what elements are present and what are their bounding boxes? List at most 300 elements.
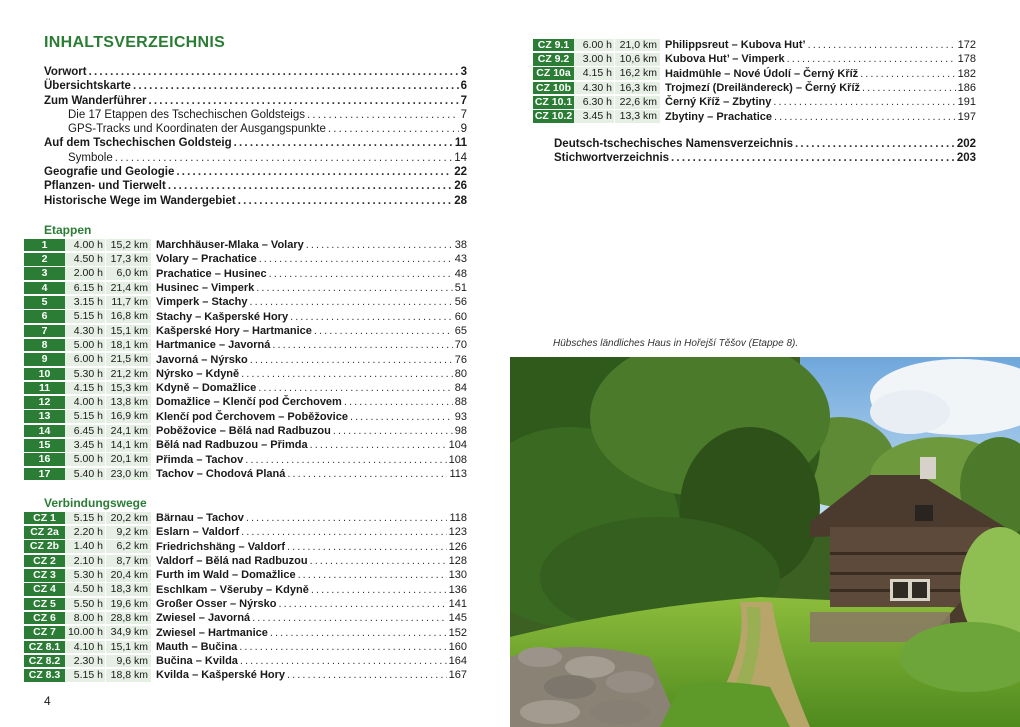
stage-distance: 13,8 km [106,396,151,409]
leader-dots [168,180,452,192]
stage-page: 51 [454,282,467,295]
leader-dots [860,68,955,80]
stage-badge: 17 [24,468,65,481]
toc-entry [44,66,467,80]
leader-dots [287,541,447,553]
stage-distance: 18,8 km [106,669,151,682]
toc-entry [44,109,467,123]
stage-row [24,252,467,266]
verbindung-list-continued [533,38,976,124]
stage-route: Valdorf – Bělá nad Radbuzou [156,555,308,568]
leader-dots [272,339,452,351]
stage-page: 118 [449,512,467,525]
toc-entry-label: Auf dem Tschechischen Goldsteig [44,137,232,150]
stage-distance: 10,6 km [615,53,660,66]
toc-entry-label: Übersichtskarte [44,80,131,93]
toc-entry-label: Pflanzen- und Tierwelt [44,180,166,193]
toc-main [44,66,467,209]
stage-page: 38 [454,239,467,252]
leader-dots [252,612,446,624]
toc-entry-label: Vorwort [44,66,87,78]
stage-badge: CZ 4 [24,583,65,596]
stage-distance: 14,1 km [106,439,151,452]
index-entry-label: Stichwortverzeichnis [554,152,670,165]
stage-duration: 5.30 h [65,569,105,582]
leader-dots [795,138,955,150]
stage-duration: 6.15 h [65,282,105,295]
stage-route: Kdyně – Domažlice [156,382,257,395]
stage-duration: 4.00 h [65,396,105,409]
stage-distance: 15,2 km [106,239,151,252]
index-list [554,138,976,167]
toc-entry [44,123,467,137]
leader-dots [671,152,955,164]
stage-distance: 18,1 km [106,339,151,352]
stage-badge: 3 [24,267,65,280]
stage-page: 178 [957,53,976,66]
stage-row [24,640,467,654]
stage-badge: CZ 3 [24,569,65,582]
leader-dots [862,82,956,94]
stage-page: 60 [454,310,467,323]
leader-dots [259,253,453,265]
toc-entry-page: 22 [454,166,467,179]
stage-page: 152 [448,626,467,639]
stage-route: Friedrichshäng – Valdorf [156,540,285,553]
stage-badge: CZ 7 [24,626,65,639]
stage-page: 141 [448,597,467,610]
stage-route: Javorná – Nýrsko [156,353,248,366]
stage-duration: 5.15 h [65,410,105,423]
stage-duration: 4.50 h [65,583,105,596]
leader-dots [238,195,452,207]
stage-page: 98 [454,425,467,437]
stage-duration: 2.00 h [65,267,105,280]
stage-duration: 1.40 h [65,540,105,553]
stage-route: Mauth – Bučina [156,640,238,653]
stage-distance: 9,6 km [106,655,151,668]
stage-row [24,324,467,338]
stage-distance: 21,4 km [106,282,151,295]
stage-duration: 5.00 h [65,453,105,466]
stage-route: Bärnau – Tachov [156,512,244,525]
stage-distance: 15,1 km [106,325,151,338]
stage-badge: CZ 2 [24,555,65,568]
leader-dots [307,109,459,121]
stage-duration: 4.30 h [65,325,105,338]
stage-distance: 23,0 km [106,468,151,481]
photo-caption: Hübsches ländliches Haus in Hořejší Těšov (Etappe 8). [553,338,799,349]
stage-badge: 15 [24,439,65,452]
stage-page: 65 [454,324,467,337]
stage-badge: 6 [24,310,65,323]
stage-row [24,395,467,409]
stage-row [24,438,467,452]
stage-distance: 19,6 km [106,598,151,611]
stage-distance: 21,2 km [106,368,151,381]
stage-distance: 17,3 km [106,253,151,266]
stage-page: 145 [448,612,467,625]
leader-dots [344,396,453,408]
stage-row [24,352,467,366]
stage-route: Eschlkam – Všeruby – Kdyně [156,583,309,596]
toc-entry-page: 6 [460,80,467,93]
toc-entry-label: GPS-Tracks und Koordinaten der Ausgangspunkte [68,123,326,136]
stage-duration: 2.30 h [65,655,105,668]
stage-page: 126 [448,540,467,553]
etappen-heading: Etappen [44,223,92,237]
leader-dots [241,526,446,538]
leader-dots [328,123,459,135]
stage-duration: 6.00 h [65,353,105,366]
stage-duration: 8.00 h [65,612,105,625]
stage-distance: 15,1 km [106,641,151,654]
stage-badge: CZ 1 [24,512,65,525]
page-number: 4 [44,694,51,708]
stage-badge: CZ 5 [24,598,65,611]
stage-duration: 3.45 h [574,110,614,123]
stage-page: 76 [454,353,467,366]
stage-distance: 20,2 km [106,512,151,525]
toc-entry [44,180,467,194]
leader-dots [350,411,453,423]
toc-entry-label: Geografie und Geologie [44,166,175,179]
leader-dots [133,80,459,92]
stage-badge: CZ 6 [24,612,65,625]
stage-distance: 15,3 km [106,382,151,395]
stage-distance: 28,8 km [106,612,151,625]
stage-duration: 5.50 h [65,598,105,611]
stage-page: 160 [448,640,467,653]
stage-row [533,95,976,109]
stage-route: Zwiesel – Javorná [156,612,251,625]
stage-row [24,281,467,295]
stage-page: 186 [957,82,976,95]
stage-distance: 16,9 km [106,410,151,423]
stage-page: 70 [454,339,467,352]
toc-entry-label: Symbole [68,151,113,164]
leader-dots [287,669,447,681]
stage-route: Philippsreut – Kubova Hut’ [665,39,806,52]
stage-badge: CZ 8.3 [24,669,65,682]
stage-page: 56 [454,296,467,309]
stage-page: 172 [957,39,976,52]
leader-dots [310,439,447,451]
stage-duration: 4.50 h [65,253,105,266]
leader-dots [246,512,448,524]
stage-page: 80 [454,367,467,380]
stage-badge: CZ 9.1 [533,39,574,52]
stage-route: Černý Kříž – Zbytiny [665,96,772,109]
stage-distance: 34,9 km [106,626,151,639]
toc-entry-label: Historische Wege im Wandergebiet [44,194,236,207]
leader-dots [115,152,452,164]
stage-badge: 1 [24,239,65,252]
stage-route: Tachov – Chodová Planá [156,467,286,480]
stage-row [24,654,467,668]
stage-distance: 21,0 km [615,39,660,52]
stage-duration: 2.20 h [65,526,105,539]
leader-dots [245,454,446,466]
stage-badge: CZ 8.2 [24,655,65,668]
toc-entry-label: Zum Wanderführer [44,94,147,107]
toc-entry [44,137,467,151]
stage-badge: 9 [24,353,65,366]
stage-route: Bělá nad Radbuzou – Přimda [156,439,308,452]
toc-entry-page: 3 [460,66,467,78]
stage-distance: 21,5 km [106,353,151,366]
stage-row [24,410,467,424]
toc-entry-page: 26 [454,180,467,193]
stage-page: 191 [957,96,976,109]
stage-row [24,668,467,682]
stage-duration: 5.40 h [65,468,105,481]
stage-duration: 6.45 h [65,425,105,438]
toc-entry-page: 7 [460,94,467,107]
stage-distance: 22,6 km [615,96,660,109]
stage-badge: CZ 10.2 [534,110,573,123]
stage-route: Husinec – Vimperk [156,282,255,295]
leader-dots [298,569,447,581]
stage-page: 164 [448,655,467,668]
toc-entry [44,80,467,94]
toc-entry-page: 14 [454,151,467,164]
stage-row [533,52,976,66]
stage-duration: 5.15 h [65,310,105,323]
leader-dots [176,166,452,178]
leader-dots [256,282,453,294]
index-entry [554,152,976,166]
index-entry [554,138,976,152]
leader-dots [774,111,956,123]
leader-dots [787,53,956,65]
leader-dots [250,296,453,308]
stage-duration: 4.10 h [65,641,105,654]
leader-dots [314,325,453,337]
stage-badge: 2 [24,253,65,266]
stage-page: 123 [448,526,467,539]
leader-dots [306,239,453,251]
stage-duration: 6.30 h [574,96,614,109]
stage-badge: 11 [24,382,65,395]
leader-dots [239,641,446,653]
stage-route: Zwiesel – Hartmanice [156,626,268,639]
stage-route: Nýrsko – Kdyně [156,367,240,380]
leader-dots [269,268,453,280]
stage-row [24,381,467,395]
stage-distance: 8,7 km [106,555,151,568]
leader-dots [270,627,447,639]
stage-page: 88 [454,396,467,409]
leader-dots [240,655,447,667]
leader-dots [290,311,453,323]
stage-route: Domažlice – Klenčí pod Čerchovem [156,396,342,409]
toc-entry-page: 7 [460,108,467,121]
stage-badge: CZ 2a [24,526,65,539]
stage-row [533,38,976,52]
stage-page: 182 [957,67,976,80]
stage-duration: 5.30 h [65,368,105,381]
leader-dots [333,425,453,437]
stage-badge: 13 [24,410,65,423]
index-entry-page: 203 [956,152,976,165]
stage-badge: 16 [24,453,65,466]
stage-row [24,540,467,554]
index-entry-page: 202 [956,138,976,150]
stage-route: Poběžovice – Bělá nad Radbuzou [156,425,331,437]
leader-dots [311,584,447,596]
index-entry-label: Deutsch-tschechisches Namensverzeichnis [554,138,794,150]
stage-row [24,611,467,625]
stage-route: Stachy – Kašperské Hory [156,310,289,323]
stage-row [533,81,976,95]
stage-badge: CZ 2b [24,540,65,553]
stage-page: 197 [957,110,976,123]
stage-duration: 4.30 h [574,82,614,95]
page-title: INHALTSVERZEICHNIS [44,34,226,51]
stage-page: 136 [448,583,467,596]
stage-duration: 6.00 h [574,39,614,52]
stage-route: Kvilda – Kašperské Hory [156,669,286,682]
stage-duration: 4.15 h [65,382,105,395]
leader-dots [287,468,447,480]
toc-entry-page: 11 [454,137,467,150]
stage-route: Trojmezí (Dreiländereck) – Černý Kříž [665,82,861,95]
stage-route: Volary – Prachatice [156,253,257,266]
stage-badge: 5 [24,296,65,309]
stage-route: Haidmühle – Nové Údolí – Černý Kříž [665,67,859,80]
stage-route: Vimperk – Stachy [156,296,248,309]
stage-route: Přimda – Tachov [156,453,244,466]
stage-badge: 7 [24,325,65,338]
stage-route: Klenčí pod Čerchovem – Poběžovice [156,410,348,423]
stage-route: Zbytiny – Prachatice [665,110,772,123]
leader-dots [89,66,459,78]
stage-badge: CZ 10b [533,82,574,95]
stage-duration: 2.10 h [65,555,105,568]
stage-row [24,525,467,539]
stage-row [533,67,976,81]
stage-badge: CZ 9.2 [533,53,574,66]
stage-route: Großer Osser – Nýrsko [156,597,277,610]
stage-distance: 20,1 km [106,453,151,466]
stage-page: 167 [448,669,467,682]
toc-entry-page: 28 [454,194,467,207]
stage-row [24,582,467,596]
stage-distance: 24,1 km [106,425,151,438]
stage-duration: 5.15 h [65,669,105,682]
stage-duration: 3.00 h [574,53,614,66]
stage-page: 43 [454,253,467,266]
verbindung-list [24,511,467,683]
stage-route: Kubova Hut’ – Vimperk [665,53,785,66]
stage-distance: 20,4 km [106,569,151,582]
leader-dots [148,95,458,107]
stage-row [24,467,467,481]
stage-row [24,295,467,309]
stage-page: 104 [448,439,467,452]
leader-dots [773,96,955,108]
leader-dots [258,382,452,394]
toc-entry [44,166,467,180]
stage-distance: 11,7 km [106,296,151,309]
stage-badge: CZ 8.1 [24,641,65,654]
toc-entry-label: Die 17 Etappen des Tschechischen Goldsteigs [68,108,305,121]
stage-distance: 16,2 km [615,67,660,80]
stage-row [24,238,467,252]
stage-badge: 10 [24,368,65,381]
stage-duration: 10.00 h [65,626,105,639]
stage-badge: 4 [24,282,65,295]
leader-dots [808,39,956,51]
stage-row [24,267,467,281]
stage-badge: 8 [24,339,65,352]
stage-page: 84 [454,382,467,395]
stage-page: 108 [448,453,467,466]
leader-dots [310,555,447,567]
stage-distance: 13,3 km [615,110,660,123]
toc-entry [44,195,467,209]
stage-route: Prachatice – Husinec [156,267,267,280]
stage-row [24,367,467,381]
stage-route: Furth im Wald – Domažlice [156,569,296,582]
stage-badge: CZ 10.1 [534,96,573,109]
stage-route: Marchhäuser-Mlaka – Volary [156,239,304,252]
stage-page: 130 [448,569,467,582]
stage-distance: 18,3 km [106,583,151,596]
stage-duration: 5.15 h [65,512,105,525]
stage-row [533,109,976,123]
stage-page: 48 [454,267,467,280]
stage-duration: 4.15 h [574,67,614,80]
house-photo [510,357,1020,727]
stage-badge: CZ 10a [533,67,574,80]
verbindung-heading: Verbindungswege [44,496,147,510]
leader-dots [234,137,453,149]
stage-distance: 6,0 km [106,267,151,280]
stage-duration: 3.45 h [65,439,105,452]
etappen-list [24,238,467,481]
toc-entry-page: 9 [460,123,467,136]
stage-row [24,568,467,582]
stage-badge: 12 [24,396,65,409]
leader-dots [241,368,453,380]
stage-page: 128 [448,555,467,568]
toc-entry [44,152,467,166]
stage-route: Bučina – Kvilda [156,655,238,668]
stage-row [24,424,467,438]
stage-distance: 16,8 km [106,310,151,323]
stage-distance: 16,3 km [615,82,660,95]
stage-row [24,625,467,639]
stage-row [24,452,467,466]
stage-duration: 5.00 h [65,339,105,352]
stage-page: 113 [449,467,467,480]
stage-row [24,554,467,568]
stage-badge: 14 [24,425,65,438]
stage-row [24,511,467,525]
stage-distance: 6,2 km [106,540,151,553]
stage-route: Kašperské Hory – Hartmanice [156,324,312,337]
stage-distance: 9,2 km [106,526,151,539]
stage-route: Eslarn – Valdorf [156,526,240,539]
stage-duration: 4.00 h [65,239,105,252]
stage-route: Hartmanice – Javorná [156,339,271,352]
stage-row [24,309,467,323]
stage-duration: 3.15 h [65,296,105,309]
stage-row [24,338,467,352]
stage-page: 93 [454,410,467,423]
